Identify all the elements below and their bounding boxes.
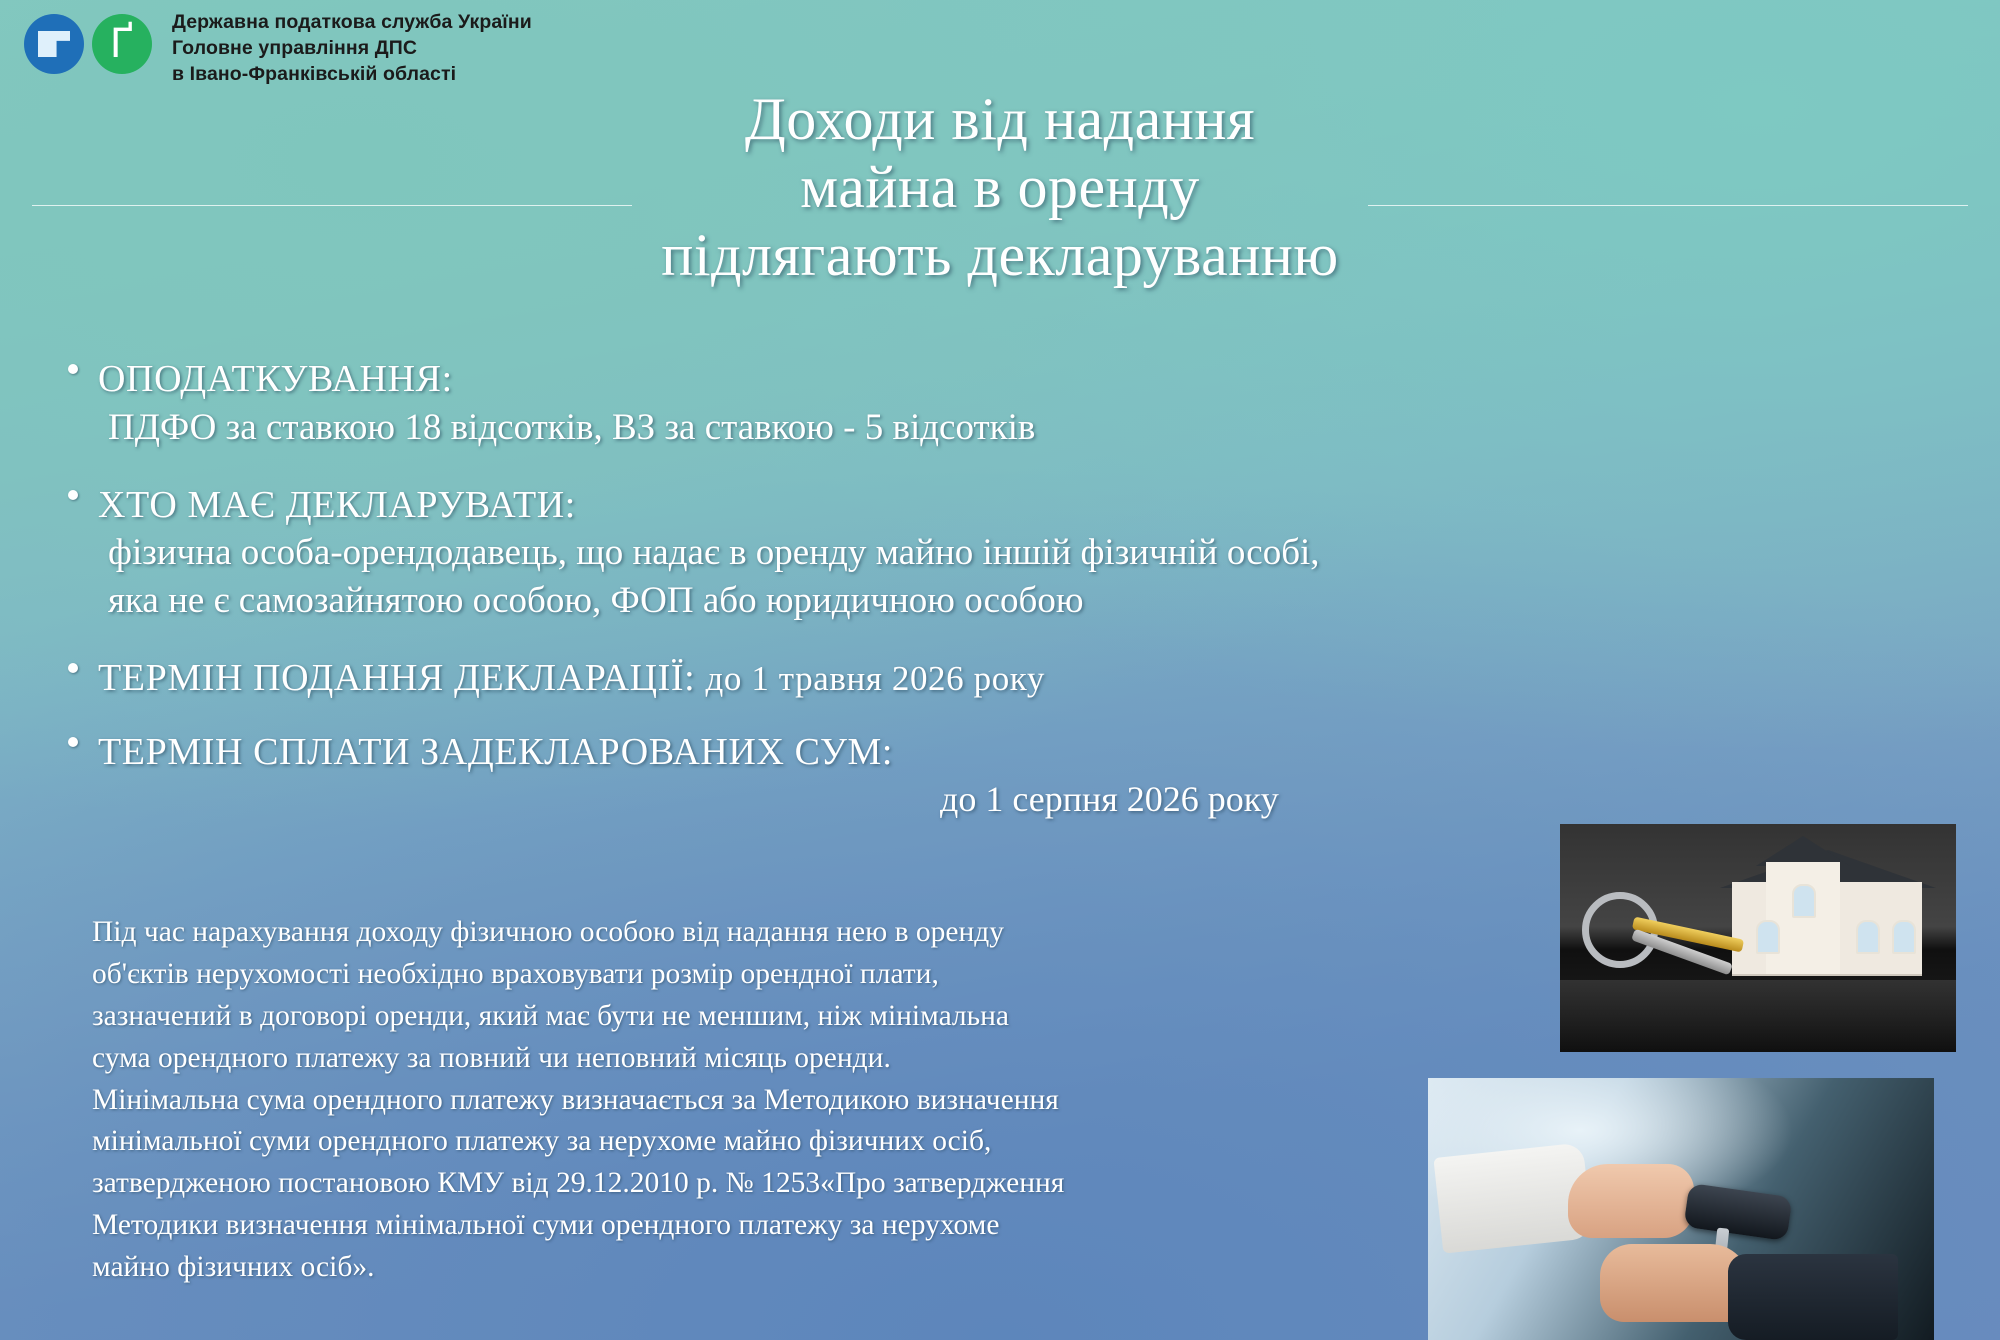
- dark-sleeve: [1728, 1254, 1898, 1340]
- bullet-1-heading: ОПОДАТКУВАННЯ:: [98, 358, 453, 400]
- note-line-2: об'єктів нерухомості необхідно враховувати розмір орендної плати,: [92, 957, 939, 990]
- note-line-5: Мінімальна сума орендного платежу визначається за Методикою визначення: [92, 1083, 1059, 1116]
- house-wing: [1766, 862, 1840, 974]
- organization-line-3: в Івано-Франківській області: [172, 62, 457, 85]
- ukraine-trident-icon: [92, 14, 152, 74]
- note-line-3: зазначений в договорі оренди, який має бути не меншим, ніж мінімальна: [92, 999, 1009, 1032]
- explanatory-note: [92, 912, 1422, 1289]
- trident-glyph: Ґ: [109, 21, 135, 67]
- list-item: [60, 356, 1940, 452]
- bullet-2-text-line-1: фізична особа-орендодавець, що надає в оренду майно іншій фізичній особі,: [108, 532, 1320, 574]
- bullet-3-label: ТЕРМІН ПОДАННЯ ДЕКЛАРАЦІЇ:: [98, 657, 696, 700]
- title-line-1: Доходи від надання: [744, 86, 1256, 152]
- list-item: [60, 729, 1940, 823]
- bullet-dot-icon: [68, 490, 78, 500]
- house-window: [1756, 920, 1780, 954]
- slide-header: [0, 0, 2000, 96]
- bullet-1-text: ПДФО за ставкою 18 відсотків, ВЗ за ставкою - 5 відсотків: [108, 406, 1036, 448]
- title-line-3: підлягають декларуванню: [661, 221, 1339, 288]
- note-line-4: сума орендного платежу за повний чи неповний місяць оренди.: [92, 1041, 891, 1074]
- house-window: [1856, 920, 1880, 954]
- bullet-dot-icon: [68, 364, 78, 374]
- page-title: [0, 86, 2000, 289]
- note-line-9: майно фізичних осіб».: [92, 1251, 375, 1283]
- list-item: [60, 482, 1940, 626]
- dps-emblem-icon: [24, 14, 84, 74]
- photo-reflection: [1560, 980, 1956, 1052]
- note-line-7: затвердженою постановою КМУ від 29.12.2010 р. № 1253«Про затвердження: [92, 1167, 1065, 1200]
- bullet-3-value: до 1 травня 2026 року: [705, 659, 1045, 699]
- bullet-2-heading: ХТО МАЄ ДЕКЛАРУВАТИ:: [98, 483, 576, 526]
- note-line-8: Методики визначення мінімальної суми орендного платежу за нерухоме: [92, 1209, 1000, 1242]
- title-line-2: майна в оренду: [800, 153, 1200, 220]
- bullet-dot-icon: [68, 737, 78, 747]
- organization-line-1: Державна податкова служба України: [172, 11, 532, 33]
- organization-line-2: Головне управління ДПС: [172, 36, 418, 59]
- list-item: [60, 655, 1940, 703]
- giving-hand: [1568, 1164, 1694, 1238]
- hand-holding-car-key-photo: [1428, 1078, 1934, 1340]
- note-line-1: Під час нарахування доходу фізичною особою від надання нею в оренду: [92, 916, 1005, 948]
- house-window: [1892, 920, 1916, 954]
- bullet-4-value: до 1 серпня 2026 року: [940, 779, 1279, 820]
- bullet-list: [60, 356, 1940, 849]
- bullet-4-heading: ТЕРМІН СПЛАТИ ЗАДЕКЛАРОВАНИХ СУМ:: [98, 730, 894, 773]
- bullet-3-heading: [60, 655, 1940, 703]
- note-line-6: мінімальної суми орендного платежу за нерухоме майно фізичних осіб,: [92, 1125, 992, 1158]
- house-with-keys-photo: [1560, 824, 1956, 1052]
- organization-name: [172, 10, 532, 88]
- bullet-2-text-line-2: яка не є самозайнятою особою, ФОП або юридичною особою: [108, 580, 1084, 622]
- house-window: [1792, 884, 1816, 918]
